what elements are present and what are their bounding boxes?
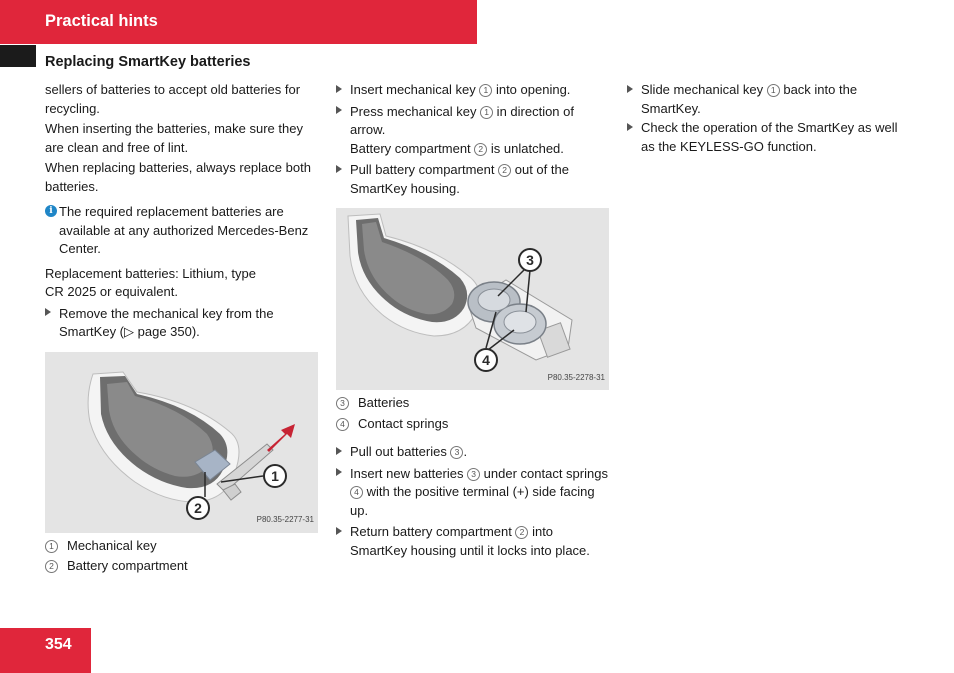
legend-list: [336, 394, 611, 433]
callout-1: 1: [271, 467, 279, 484]
legend-number: 1: [45, 540, 58, 553]
legend-item: [45, 537, 323, 556]
legend-number: 2: [45, 560, 58, 573]
step-result: Battery compartment: [350, 140, 475, 156]
step-text: Insert mechanical key: [350, 82, 480, 97]
step-text: Remove the mechanical key from the SmartKey (: [59, 305, 274, 339]
legend-number: 3: [336, 397, 349, 410]
legend-label: Battery compartment: [67, 558, 188, 573]
figure-code: P80.35-2278-31: [547, 372, 605, 382]
step-text: Pull out batteries: [350, 444, 451, 459]
paragraph: When replacing batteries, always replace both batteries.: [45, 160, 311, 194]
legend-label: Contact springs: [358, 415, 449, 431]
step-text: Pull battery compartment: [350, 162, 499, 177]
page-header-title: Practical hints: [45, 12, 158, 30]
legend-item: [336, 394, 611, 413]
ref-number: 1: [479, 84, 492, 97]
replacement-line-2: CR 2025 or equivalent.: [45, 284, 178, 299]
replacement-line-1: Replacement batteries: Lithium, type: [45, 265, 256, 281]
ref-number: 3: [467, 468, 480, 481]
paragraph: sellers of batteries to accept old batteries for recycling.: [45, 82, 301, 116]
step-text: Return battery compartment: [350, 524, 516, 539]
callout-4: 4: [482, 352, 490, 368]
step-return-compartment: [336, 523, 611, 560]
step-arrow-icon: [336, 85, 342, 93]
step-insert-batteries: [336, 465, 611, 521]
step-press-key: [336, 103, 611, 159]
legend-list: [45, 537, 323, 576]
column-2: [336, 81, 611, 560]
step-text: Press mechanical key: [350, 103, 481, 119]
figure-smartkey-key-removal: [45, 352, 318, 533]
step-arrow-icon: [336, 468, 342, 476]
ref-number: 1: [767, 84, 780, 97]
figure-code: P80.35-2277-31: [256, 515, 314, 524]
ref-number: 3: [450, 446, 463, 459]
legend-label: Batteries: [358, 395, 410, 410]
ref-number: 2: [474, 143, 487, 156]
step-text: into SmartKey housing until it locks into place.: [350, 524, 590, 558]
step-slide-key-back: [627, 81, 902, 118]
info-note: [45, 203, 323, 259]
step-text: .: [463, 444, 468, 459]
replacement-batteries: [45, 265, 323, 302]
callout-3: 3: [526, 252, 534, 268]
column-3: [627, 81, 902, 156]
legend-label: Mechanical key: [67, 537, 157, 553]
step-pull-batteries: [336, 443, 611, 462]
step-pull-compartment: [336, 161, 611, 198]
step-result: is unlatched.: [487, 140, 564, 156]
smartkey-illustration: [45, 352, 318, 533]
step-arrow-icon: [627, 85, 633, 93]
step-arrow-icon: [45, 308, 51, 316]
page-ref-text[interactable]: page 350).: [134, 324, 200, 339]
page-number: 354: [45, 636, 72, 653]
step-text: under contact springs: [480, 465, 608, 481]
step-remove-key: [45, 305, 323, 342]
step-insert-key: [336, 81, 611, 100]
step-text: into opening.: [492, 82, 571, 97]
section-marker: [0, 45, 36, 67]
legend-number: 4: [336, 418, 349, 431]
battery-illustration: [336, 208, 609, 390]
step-text: out of the SmartKey housing.: [350, 162, 569, 196]
ref-number: 1: [480, 106, 493, 119]
callout-2: 2: [194, 499, 202, 516]
step-arrow-icon: [336, 165, 342, 173]
step-text: Insert new batteries: [350, 465, 468, 481]
paragraph: When inserting the batteries, make sure they are clean and free of lint.: [45, 121, 303, 155]
page-ref-arrow-icon: ▷: [124, 324, 135, 339]
step-text: Check the operation of the SmartKey as well as the KEYLESS-GO function.: [641, 120, 898, 154]
info-text: The required replacement batteries are available at any authorized Mercedes-Benz Center.: [59, 204, 309, 256]
legend-item: [45, 557, 323, 576]
step-arrow-icon: [336, 447, 342, 455]
ref-number: 2: [515, 526, 528, 539]
step-arrow-icon: [336, 527, 342, 535]
step-text: Slide mechanical key: [641, 82, 767, 97]
step-arrow-icon: [627, 123, 633, 131]
step-text: with the positive terminal (+) side facing up.: [350, 484, 595, 518]
step-arrow-icon: [336, 106, 342, 114]
step-text: in direction of arrow.: [350, 103, 574, 137]
ref-number: 4: [350, 486, 363, 499]
info-icon: i: [45, 205, 57, 217]
column-1: [45, 81, 323, 576]
ref-number: 2: [498, 164, 511, 177]
step-check-operation: [627, 119, 902, 156]
legend-item: [336, 415, 611, 434]
step-text: back into the SmartKey.: [641, 82, 858, 116]
section-title: Replacing SmartKey batteries: [45, 54, 251, 70]
figure-smartkey-batteries: [336, 208, 609, 390]
